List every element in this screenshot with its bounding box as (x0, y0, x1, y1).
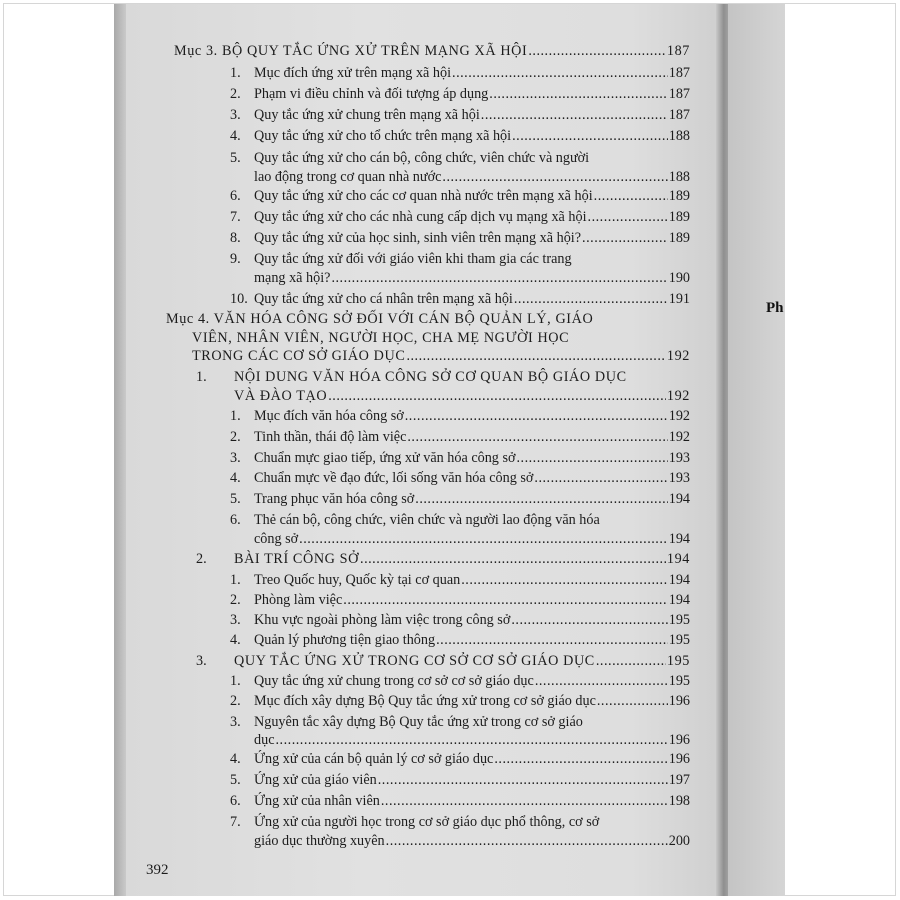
toc-entry-number (230, 813, 241, 831)
toc-entry-number (230, 490, 241, 508)
dot-leader (436, 631, 668, 649)
toc-entry-title: Treo Quốc huy, Quốc kỳ tại cơ quan (254, 572, 461, 588)
toc-entry (254, 692, 690, 710)
next-page-heading-fragment: Ph (766, 300, 784, 316)
toc-entry-title: VÀ ĐÀO TẠO (234, 388, 328, 404)
toc-page-number: 193 (668, 450, 690, 466)
toc-entry-number (230, 290, 248, 308)
toc-page-number: 195 (666, 653, 690, 669)
toc-page-number: 200 (668, 833, 690, 849)
toc-page-number: 194 (668, 572, 690, 588)
toc-entry-title: Quản lý phương tiện giao thông (254, 632, 436, 648)
toc-entry-title: Quy tắc ứng xử chung trên mạng xã hội (254, 107, 480, 123)
toc-number: 6. (230, 512, 241, 528)
toc-page-number: 189 (668, 209, 690, 225)
toc-entry (254, 428, 690, 446)
toc-page-number: 194 (668, 592, 690, 608)
toc-number: 3. (196, 653, 207, 669)
toc-entry-number (196, 550, 207, 568)
dot-leader (378, 771, 668, 789)
toc-page-number: 191 (668, 291, 690, 307)
toc-number: 9. (230, 251, 241, 267)
dot-leader (528, 42, 666, 60)
toc-entry (192, 329, 569, 347)
toc-entry-title: Nguyên tắc xây dựng Bộ Quy tắc ứng xử trong cơ sở giáo (254, 714, 583, 730)
toc-entry-number (196, 368, 207, 386)
toc-page-number: 192 (668, 429, 690, 445)
toc-page-number: 198 (668, 793, 690, 809)
toc-number: 7. (230, 814, 241, 830)
toc-entry-number (230, 631, 241, 649)
toc-number: 1. (230, 572, 241, 588)
dot-leader (489, 85, 667, 103)
toc-entry-number (230, 571, 241, 589)
toc-entry (254, 631, 690, 649)
toc-page-number: 188 (668, 169, 690, 185)
toc-page-number: 187 (668, 65, 690, 81)
dot-leader (405, 407, 668, 425)
toc-page-number: 192 (666, 348, 690, 364)
toc-number: 3. (230, 714, 241, 730)
dot-leader (415, 490, 667, 508)
toc-entry (254, 813, 599, 831)
toc-entry (254, 591, 690, 609)
toc-entry (254, 771, 690, 789)
toc-entry-number (230, 149, 241, 167)
dot-leader (594, 187, 668, 205)
toc-page-number: 192 (666, 388, 690, 404)
toc-number: 4. (230, 470, 241, 486)
toc-page-number: 196 (668, 693, 690, 709)
dot-leader (516, 449, 667, 467)
toc-entry (254, 85, 690, 103)
toc-page-number: 195 (668, 673, 690, 689)
toc-entry (254, 187, 690, 205)
toc-entry (254, 250, 572, 268)
toc-page-number: 195 (668, 612, 690, 628)
toc-entry (254, 407, 690, 425)
toc-entry (234, 652, 690, 670)
toc-entry-title: Mục đích xây dựng Bộ Quy tắc ứng xử trong cơ sở giáo dục (254, 693, 596, 709)
toc-entry (174, 42, 690, 60)
dot-leader (514, 290, 668, 308)
toc-page-number: 197 (668, 772, 690, 788)
toc-number: 8. (230, 230, 241, 246)
toc-page-number: 195 (668, 632, 690, 648)
toc-page-number: 187 (668, 86, 690, 102)
toc-page-number: 193 (668, 470, 690, 486)
toc-entry (254, 832, 690, 850)
toc-entry (254, 750, 690, 768)
dot-leader (534, 469, 667, 487)
toc-number: 2. (230, 429, 241, 445)
toc-entry-title: Thẻ cán bộ, công chức, viên chức và người lao động văn hóa (254, 512, 600, 528)
toc-entry-title: Mục 3. BỘ QUY TẮC ỨNG XỬ TRÊN MẠNG XÃ HỘI (174, 43, 528, 59)
toc-entry (254, 490, 690, 508)
toc-entry (254, 611, 690, 629)
toc-entry (254, 713, 583, 731)
toc-entry-title: lao động trong cơ quan nhà nước (254, 169, 442, 185)
toc-entry-number (230, 771, 241, 789)
toc-entry (254, 511, 600, 529)
dot-leader (343, 591, 667, 609)
toc-entry (234, 368, 627, 386)
toc-entry-number (230, 611, 241, 629)
toc-page-number: 194 (668, 531, 690, 547)
book-page (126, 4, 720, 896)
dot-leader (381, 792, 668, 810)
toc-entry (234, 387, 690, 405)
dot-leader (596, 652, 666, 670)
dot-leader (407, 428, 667, 446)
toc-entry (254, 530, 690, 548)
toc-entry-number (230, 713, 241, 731)
toc-number: 3. (230, 612, 241, 628)
toc-entry-title: Chuẩn mực giao tiếp, ứng xử văn hóa công sở (254, 450, 516, 466)
toc-entry (254, 64, 690, 82)
toc-entry (254, 127, 690, 145)
toc-entry (254, 106, 690, 124)
toc-entry (254, 571, 690, 589)
dot-leader (360, 550, 666, 568)
toc-page-number: 194 (668, 491, 690, 507)
dot-leader (535, 672, 668, 690)
toc-entry-number (230, 250, 241, 268)
toc-number: 3. (230, 107, 241, 123)
dot-leader (442, 168, 667, 186)
toc-entry-title: Quy tắc ứng xử cho tổ chức trên mạng xã hội (254, 128, 512, 144)
toc-number: 2. (230, 693, 241, 709)
toc-entry-title: Phòng làm việc (254, 592, 343, 608)
toc-entry-number (230, 511, 241, 529)
toc-entry-title: Ứng xử của cán bộ quản lý cơ sở giáo dục (254, 751, 494, 767)
dot-leader (494, 750, 667, 768)
toc-page-number: 190 (668, 270, 690, 286)
toc-entry-title: Mục 4. VĂN HÓA CÔNG SỞ ĐỐI VỚI CÁN BỘ QUẢN LÝ, GIÁO (166, 311, 594, 327)
toc-page-number: 188 (668, 128, 690, 144)
toc-number: 1. (230, 673, 241, 689)
toc-entry-title: Quy tắc ứng xử đối với giáo viên khi tham gia các trang (254, 251, 572, 267)
toc-number: 5. (230, 491, 241, 507)
toc-entry-number (230, 127, 241, 145)
toc-entry (254, 792, 690, 810)
toc-entry-number (230, 449, 241, 467)
toc-page-number: 196 (668, 751, 690, 767)
dot-leader (406, 347, 665, 365)
toc-entry-title: Tinh thần, thái độ làm việc (254, 429, 407, 445)
toc-entry (254, 290, 690, 308)
toc-entry-title: Ứng xử của người học trong cơ sở giáo dục phổ thông, cơ sở (254, 814, 600, 830)
toc-page-number: 187 (666, 43, 690, 59)
dot-leader (582, 229, 668, 247)
toc-entry-title: Quy tắc ứng xử chung trong cơ sở cơ sở giáo dục (254, 673, 534, 689)
toc-entry (254, 672, 690, 690)
dot-leader (331, 269, 667, 287)
toc-entry-title: VIÊN, NHÂN VIÊN, NGƯỜI HỌC, CHA MẸ NGƯỜI HỌC (192, 330, 570, 346)
toc-entry-number (230, 187, 241, 205)
toc-entry-title: Ứng xử của nhân viên (254, 793, 380, 809)
toc-page-number: 194 (666, 551, 690, 567)
toc-number: 2. (196, 551, 207, 567)
toc-entry-number (230, 407, 241, 425)
toc-entry-number (230, 106, 241, 124)
toc-page-number: 189 (668, 230, 690, 246)
toc-entry-number (230, 469, 241, 487)
toc-entry-title: BÀI TRÍ CÔNG SỞ (234, 551, 360, 567)
toc-entry-title: Quy tắc ứng xử cho các cơ quan nhà nước trên mạng xã hội (254, 188, 593, 204)
toc-entry (234, 550, 690, 568)
toc-number: 4. (230, 128, 241, 144)
toc-entry (254, 229, 690, 247)
toc-entry-title: Mục đích văn hóa công sở (254, 408, 404, 424)
toc-number: 6. (230, 188, 241, 204)
toc-entry-title: giáo dục thường xuyên (254, 833, 385, 849)
toc-entry-number (230, 792, 241, 810)
dot-leader (386, 832, 668, 850)
toc-entry-number (230, 208, 241, 226)
toc-entry-title: dục (254, 732, 275, 748)
dot-leader (299, 530, 668, 548)
toc-entry-number (230, 229, 241, 247)
toc-entry-number (230, 428, 241, 446)
toc-entry-title: Khu vực ngoài phòng làm việc trong công sở (254, 612, 511, 628)
dot-leader (597, 692, 668, 710)
toc-entry-title: công sở (254, 531, 299, 547)
toc-entry-title: Phạm vi điều chỉnh và đối tượng áp dụng (254, 86, 489, 102)
toc-number: 7. (230, 209, 241, 225)
toc-entry (166, 310, 593, 328)
toc-entry-number (230, 591, 241, 609)
toc-entry-number (230, 672, 241, 690)
toc-entry-title: Ứng xử của giáo viên (254, 772, 377, 788)
toc-number: 2. (230, 86, 241, 102)
toc-number: 5. (230, 772, 241, 788)
page-number: 392 (146, 862, 169, 878)
dot-leader (452, 64, 668, 82)
toc-number: 1. (230, 408, 241, 424)
next-page-edge (728, 4, 785, 896)
toc-number: 1. (196, 369, 207, 385)
toc-number: 2. (230, 592, 241, 608)
toc-page-number: 192 (668, 408, 690, 424)
dot-leader (512, 127, 668, 145)
toc-number: 3. (230, 450, 241, 466)
toc-number: 10. (230, 291, 248, 307)
toc-entry-number (230, 85, 241, 103)
toc-page-number: 196 (668, 732, 690, 748)
toc-entry-number (196, 652, 207, 670)
toc-entry-title: Quy tắc ứng xử cho cá nhân trên mạng xã hội (254, 291, 513, 307)
dot-leader (328, 387, 666, 405)
toc-entry-number (230, 64, 241, 82)
toc-entry (254, 168, 690, 186)
toc-entry-title: Mục đích ứng xử trên mạng xã hội (254, 65, 452, 81)
dot-leader (588, 208, 668, 226)
toc-number: 4. (230, 632, 241, 648)
toc-entry-title: Quy tắc ứng xử cho các nhà cung cấp dịch vụ mạng xã hội (254, 209, 587, 225)
toc-entry-title: NỘI DUNG VĂN HÓA CÔNG SỞ CƠ QUAN BỘ GIÁO DỤC (234, 369, 627, 385)
toc-number: 1. (230, 65, 241, 81)
toc-page-number: 189 (668, 188, 690, 204)
toc-entry-title: Quy tắc ứng xử của học sinh, sinh viên trên mạng xã hội? (254, 230, 582, 246)
toc-entry (254, 449, 690, 467)
toc-entry-title: Quy tắc ứng xử cho cán bộ, công chức, viên chức và người (254, 150, 590, 166)
toc-entry-number (230, 692, 241, 710)
toc-entry (192, 347, 690, 365)
dot-leader (511, 611, 667, 629)
toc-entry (254, 208, 690, 226)
dot-leader (481, 106, 668, 124)
toc-entry-title: TRONG CÁC CƠ SỞ GIÁO DỤC (192, 348, 406, 364)
toc-entry-title: Trang phục văn hóa công sở (254, 491, 415, 507)
toc-entry-title: QUY TẮC ỨNG XỬ TRONG CƠ SỞ CƠ SỞ GIÁO DỤC (234, 653, 595, 669)
toc-entry-number (230, 750, 241, 768)
toc-number: 5. (230, 150, 241, 166)
toc-number: 4. (230, 751, 241, 767)
dot-leader (461, 571, 667, 589)
toc-entry (254, 731, 690, 749)
toc-entry (254, 469, 690, 487)
toc-entry-title: mạng xã hội? (254, 270, 331, 286)
toc-page-number: 187 (668, 107, 690, 123)
toc-entry (254, 149, 589, 167)
toc-number: 6. (230, 793, 241, 809)
dot-leader (276, 731, 668, 749)
toc-entry-title: Chuẩn mực về đạo đức, lối sống văn hóa công sở (254, 470, 534, 486)
toc-entry (254, 269, 690, 287)
